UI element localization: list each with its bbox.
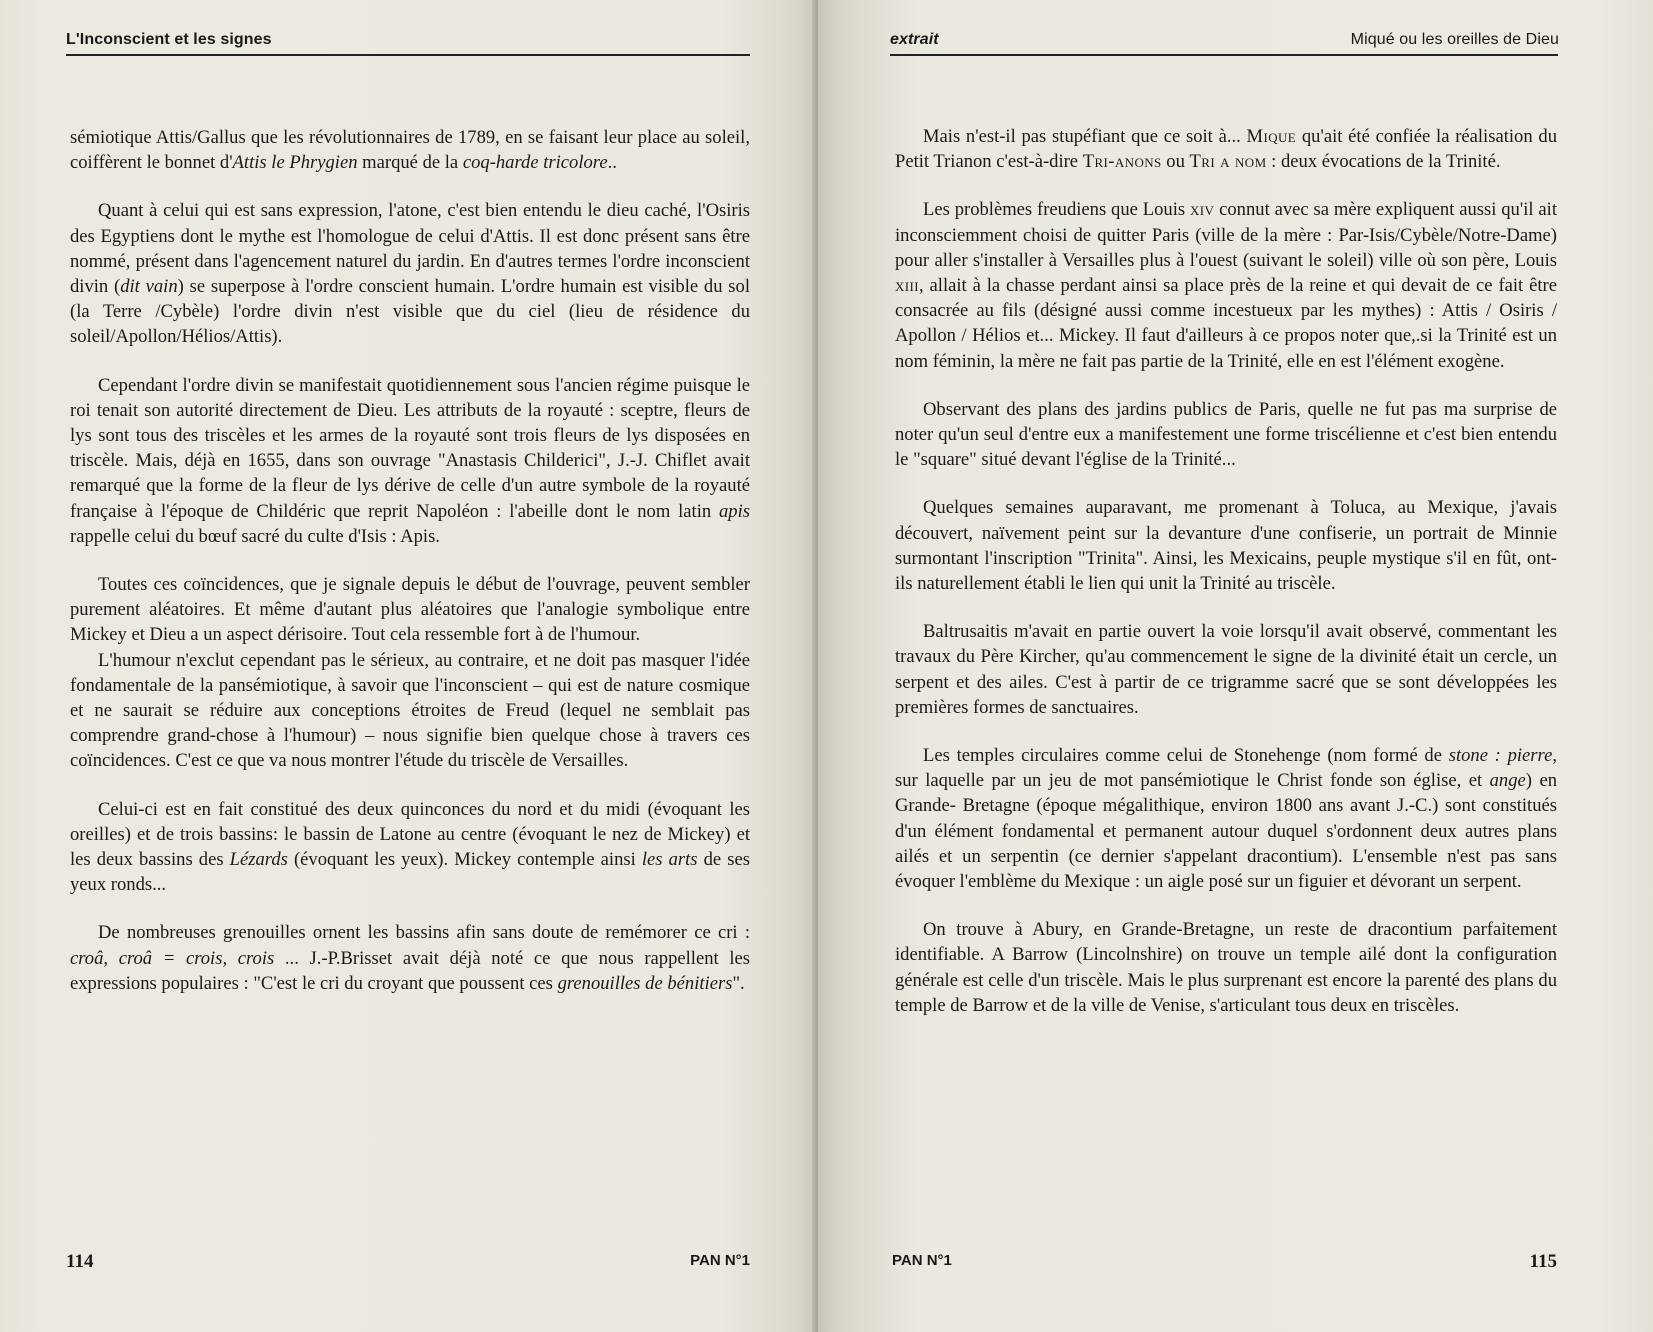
paragraph: L'humour n'exclut cependant pas le sérieux, au contraire, et ne doit pas masquer l'idée fondamentale de la pansémiotique, à savoir que l'inconscient – qui est de nature cosmique et ne saurait se réduire aux conceptions étroites de Freud (lequel ne semblait pas comprendre grand-chose à l'humour) – nous signifie bien quelque chose à travers ces coïncidences. C'est ce que va nous montrer l'étude du triscèle de Versailles. (70, 649, 750, 772)
paragraph: Les temples circulaires comme celui de Stonehenge (nom formé de stone : pierre, sur laquelle par un jeu de mot pansémiotique le Christ fonde son église, et ange) en Grande- Bretagne (époque mégalithique, environ 1800 ans avant J.-C.) sont constitués d'un élément fondamental et permanent autour duquel s'ordonnent deux autres plans ailés et un serpentin (ce dernier s'appelant dracontium). L'ensemble n'est pas sans évoquer l'emblème du Mexique : un aigle posé sur un figuier et dévorant un serpent. (895, 745, 1557, 893)
paragraph: Toutes ces coïncidences, que je signale depuis le début de l'ouvrage, peuvent sembler purement aléatoires. Et même d'autant plus aléatoires que l'analogie symbolique entre Mickey et Dieu a un aspect dérisoire. Tout cela ressemble fort à de l'humour. (70, 574, 750, 646)
left-body-text (70, 125, 750, 1019)
page-number: 115 (1529, 1251, 1557, 1272)
paragraph: Cependant l'ordre divin se manifestait quotidiennement sous l'ancien régime puisque le roi tenait son autorité directement de Dieu. Les attributs de la royauté : sceptre, fleurs de lys sont tous des triscèles et les armes de la royauté sont trois fleurs de lys disposées en triscèle. Mais, déjà en 1655, dans son ouvrage "Anastasis Childerici", J.-J. Chiflet avait remarqué que la forme de la fleur de lys dérive de celle d'un autre symbole de la royauté française à l'époque de Childéric que reprit Napoléon : l'abeille dont le nom latin apis rappelle celui du bœuf sacré du culte d'Isis : Apis. (70, 374, 750, 547)
paragraph: Baltrusaitis m'avait en partie ouvert la voie lorsqu'il avait observé, commentant les travaux du Père Kircher, qu'au commencement le signe de la divinité était un cercle, un serpent et des ailes. C'est à partir de ce trigramme sacré que se sont développées les premières formes de sanctuaires. (895, 621, 1557, 718)
running-head-title: Miqué ou les oreilles de Dieu (1350, 31, 1559, 48)
paragraph: On trouve à Abury, en Grande-Bretagne, un reste de dracontium parfaitement identifiable. A Barrow (Lincolnshire) on trouve un temple ailé dont la configuration générale est celle d'un triscèle. Mais le plus surprenant est encore la parenté des plans du temple de Barrow et de la ville de Venise, s'articulant tous deux en triscèles. (895, 919, 1557, 1016)
footer-journal: PAN N°1 (690, 1252, 750, 1269)
paragraph: sémiotique Attis/Gallus que les révolutionnaires de 1789, en se faisant leur place au soleil, coiffèrent le bonnet d'Attis le Phrygien marqué de la coq-harde tricolore.. (70, 127, 750, 174)
paragraph: Observant des plans des jardins publics de Paris, quelle ne fut pas ma surprise de noter qu'un seul d'entre eux a manifestement une forme triscélienne et c'est bien entendu le "square" situé devant l'église de la Trinité... (895, 398, 1557, 471)
left-page (0, 0, 818, 1332)
paragraph: Mais n'est-il pas stupéfiant que ce soit à... Mique qu'ait été confiée la réalisation du Petit Trianon c'est-à-dire Tri-anons ou Tri a nom : deux évocations de la Trinité. (895, 126, 1557, 173)
paragraph: Celui-ci est en fait constitué des deux quinconces du nord et du midi (évoquant les oreilles) et de trois bassins: le bassin de Latone au centre (évoquant le nez de Mickey) et les deux bassins des Lézards (évoquant les yeux). Mickey contemple ainsi les arts de ses yeux ronds... (70, 798, 750, 896)
header-rule (66, 54, 750, 56)
page-number: 114 (66, 1251, 94, 1272)
right-body-text (895, 124, 1557, 1041)
right-page (818, 0, 1653, 1332)
running-head-section: extrait (890, 31, 939, 48)
paragraph: De nombreuses grenouilles ornent les bassins afin sans doute de remémorer ce cri : croâ, croâ = crois, crois ... J.-P.Brisset avait déjà noté ce que nous rappellent les expressions populaires : "C'est le cri du croyant que poussent ces grenouilles de bénitiers". (70, 922, 750, 994)
header-rule (890, 54, 1558, 56)
paragraph: Les problèmes freudiens que Louis xiv connut avec sa mère expliquent aussi qu'il ait inconsciemment choisi de quitter Paris (ville de la mère : Par-Isis/Cybèle/Notre-Dame) pour aller s'installer à Versailles plus à l'ouest (suivant le soleil) ville où son père, Louis xiii, allait à la chasse perdant ainsi sa place près de la reine et qui devait de ce fait être consacrée au fils (désigné aussi comme incestueux par les mythes) : Attis / Osiris / Apollon / Hélios et... Mickey. Il faut d'ailleurs à ce propos noter que,.si la Trinité est un nom féminin, la mère ne fait pas partie de la Trinité, elle en est l'élément exogène. (895, 199, 1557, 372)
footer-journal: PAN N°1 (892, 1252, 952, 1269)
paragraph: Quelques semaines auparavant, me promenant à Toluca, au Mexique, j'avais découvert, naïvement peint sur la devanture d'une confiserie, un portrait de Minnie surmontant l'inscription "Trinita". Ainsi, les Mexicains, peuple mystique s'il en fût, ont-ils naturellement établi le lien qui unit la Trinité au triscèle. (895, 497, 1557, 595)
running-head: L'Inconscient et les signes (66, 31, 272, 48)
paragraph: Quant à celui qui est sans expression, l'atone, c'est bien entendu le dieu caché, l'Osiris des Egyptiens dont le mythe est l'homologue de celui d'Attis. Il est donc présent sans être nommé, présent dans l'agencement naturel du jardin. En d'autres termes l'ordre inconscient divin (dit vain) se superpose à l'ordre conscient humain. L'ordre humain est visible du sol (la Terre /Cybèle) l'ordre divin n'est visible que du ciel (lieu de résidence du soleil/Apollon/Hélios/Attis). (70, 200, 750, 348)
